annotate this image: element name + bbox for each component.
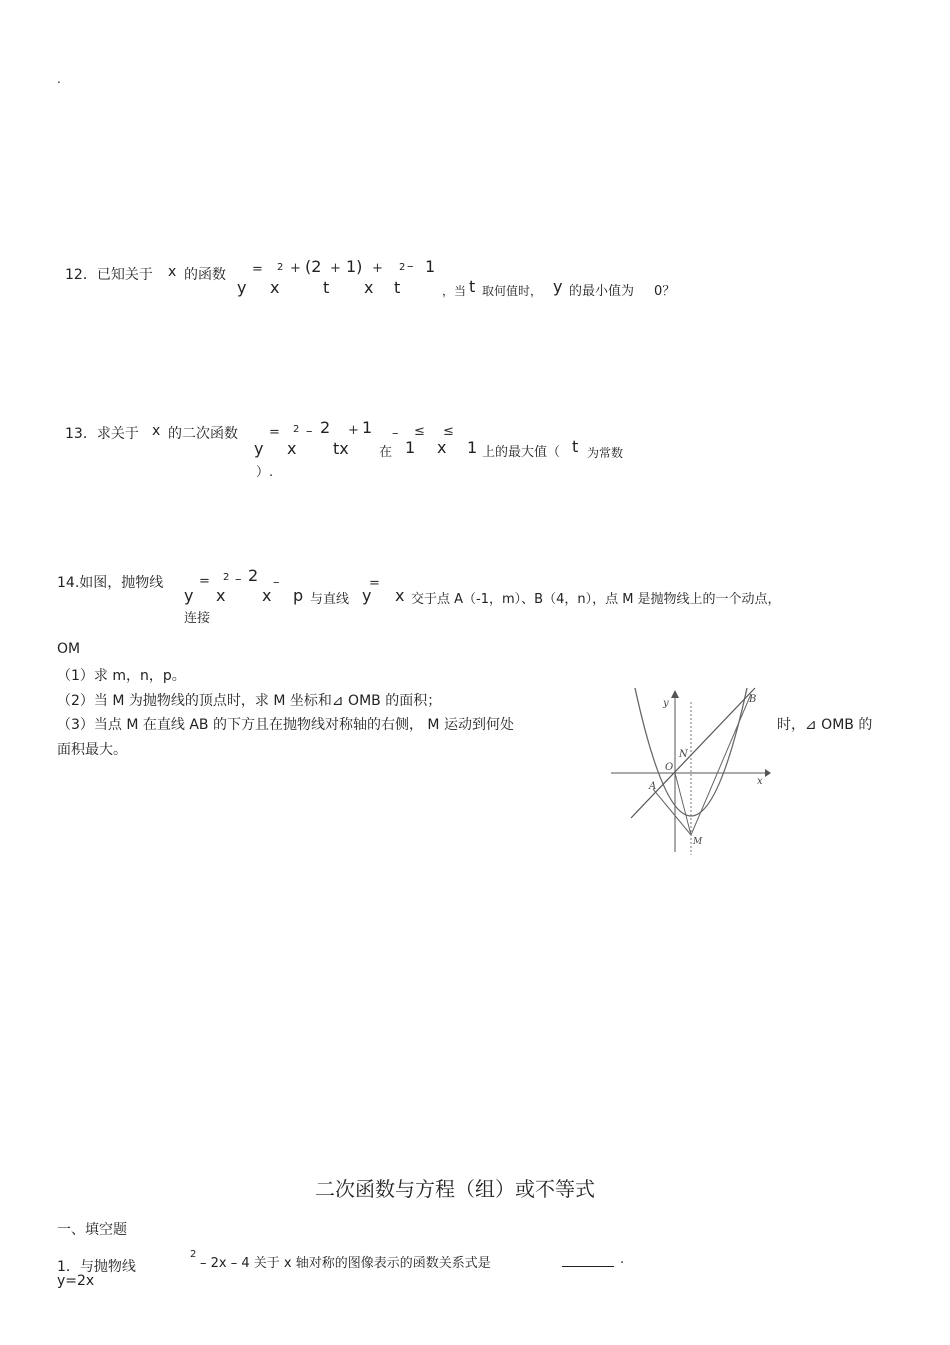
q13-x: x bbox=[287, 439, 297, 458]
q13-x2: x bbox=[437, 438, 447, 457]
q12-plus3: + bbox=[372, 261, 383, 276]
q1-prefix: 1．与抛物线 bbox=[57, 1259, 136, 1275]
q13-prefix: 13．求关于 bbox=[65, 426, 139, 442]
label-o: O bbox=[665, 762, 674, 773]
q12-what: 取何值时， bbox=[482, 284, 543, 298]
q12-prefix: 12．已知关于 bbox=[65, 267, 153, 283]
q14-minus: – bbox=[235, 572, 242, 587]
q13-t: t bbox=[572, 437, 579, 456]
q13-var-x: x bbox=[152, 423, 161, 439]
q14-connect: 连接 bbox=[184, 611, 211, 626]
q12-paren: (2 bbox=[305, 257, 322, 276]
q14-part3c: 面积最大。 bbox=[57, 742, 127, 758]
q12-plus1: + bbox=[290, 261, 301, 276]
q1-rest: – 2x – 4 关于 x 轴对称的图像表示的函数关系式是 bbox=[200, 1256, 491, 1271]
q14-sup2: 2 bbox=[223, 572, 230, 583]
q13-minus2: – bbox=[392, 426, 399, 441]
q13-two: 2 bbox=[320, 418, 331, 437]
q13-eq: = bbox=[269, 425, 280, 440]
q12-var-x: x bbox=[168, 264, 177, 280]
q14-part2: （2）当 M 为抛物线的顶点时，求 M 坐标和⊿ OMB 的面积； bbox=[57, 693, 442, 709]
q12-y2: y bbox=[553, 277, 563, 296]
parabola-figure bbox=[605, 680, 775, 860]
q1-eq: y=2x bbox=[57, 1273, 95, 1289]
q14-two: 2 bbox=[248, 566, 259, 585]
q14-x: x bbox=[216, 586, 226, 605]
q13-y: y bbox=[254, 439, 264, 458]
q13-one: 1 bbox=[362, 418, 373, 437]
q1-end: . bbox=[620, 1252, 625, 1267]
q14-rest: 交于点 A（-1，m）、B（4，n），点 M 是抛物线上的一个动点， bbox=[411, 592, 781, 607]
segment-mb bbox=[691, 694, 751, 835]
q14-part1: （1）求 m，n，p。 bbox=[57, 668, 186, 684]
q12-when: ，当 bbox=[442, 284, 467, 298]
y-axis-arrow bbox=[671, 690, 679, 698]
q13-tx: tx bbox=[333, 439, 349, 458]
label-x: x bbox=[757, 776, 763, 787]
q12-one: 1 bbox=[425, 257, 436, 276]
q13-max-text: 上的最大值（ bbox=[482, 445, 561, 460]
q13-one-right: 1 bbox=[467, 438, 478, 457]
q13-sup2: 2 bbox=[293, 424, 300, 435]
q13-zai: 在 bbox=[379, 445, 393, 460]
label-m: M bbox=[693, 837, 703, 847]
q14-y2: y bbox=[362, 586, 372, 605]
section-heading: 一、填空题 bbox=[57, 1222, 127, 1238]
q12-x2: x bbox=[364, 278, 374, 297]
q12-sup2b: 2 bbox=[399, 262, 406, 273]
q14-eq2: = bbox=[369, 576, 380, 591]
q12-plus2: + bbox=[330, 261, 341, 276]
q12-one-paren: 1) bbox=[346, 257, 363, 276]
q13-const: 为常数 bbox=[587, 446, 624, 460]
q12-t3: t bbox=[469, 277, 476, 296]
q13-minus: – bbox=[306, 424, 313, 439]
q13-one-left: 1 bbox=[405, 438, 416, 457]
q14-y: y bbox=[184, 586, 194, 605]
q14-prefix: 14.如图，抛物线 bbox=[57, 575, 164, 591]
q14-om: OM bbox=[57, 641, 81, 657]
q14-eq: = bbox=[199, 574, 210, 589]
q12-x1: x bbox=[270, 278, 280, 297]
q1-sup: 2 bbox=[190, 1249, 197, 1260]
q14-x2: x bbox=[262, 586, 272, 605]
label-a: A bbox=[649, 781, 657, 792]
q14-part3a: （3）当点 M 在直线 AB 的下方且在抛物线对称轴的右侧， M 运动到何处 bbox=[57, 717, 514, 733]
q12-sup2a: 2 bbox=[277, 262, 284, 273]
q12-t1: t bbox=[323, 278, 330, 297]
q14-line-text: 与直线 bbox=[310, 592, 350, 607]
q13-close: ）. bbox=[256, 465, 274, 480]
q1-answer-blank bbox=[562, 1266, 614, 1267]
label-y: y bbox=[663, 698, 669, 709]
x-axis-arrow bbox=[765, 769, 771, 777]
q12-minus: – bbox=[407, 259, 414, 274]
label-b: B bbox=[749, 694, 757, 705]
label-n: N bbox=[679, 749, 688, 760]
section-title: 二次函数与方程（组）或不等式 bbox=[315, 1177, 595, 1201]
q13-mid: 的二次函数 bbox=[168, 426, 238, 442]
q13-le1: ≤ bbox=[414, 424, 425, 439]
line-ab bbox=[631, 688, 755, 818]
q14-part3b: 时，⊿ OMB 的 bbox=[777, 717, 873, 733]
q12-mid: 的函数 bbox=[184, 267, 226, 283]
q12-y: y bbox=[237, 278, 247, 297]
page-marker: . bbox=[57, 72, 61, 86]
q14-minus2: – bbox=[273, 575, 280, 590]
q13-le2: ≤ bbox=[443, 424, 454, 439]
q13-plus: + bbox=[348, 423, 359, 438]
q12-t2: t bbox=[394, 278, 401, 297]
q14-x3: x bbox=[395, 586, 405, 605]
q12-min-text: 的最小值为 bbox=[569, 284, 635, 299]
q12-eq: = bbox=[252, 262, 263, 277]
q14-p: p bbox=[293, 586, 304, 605]
q12-zero-q: 0？ bbox=[654, 284, 676, 299]
